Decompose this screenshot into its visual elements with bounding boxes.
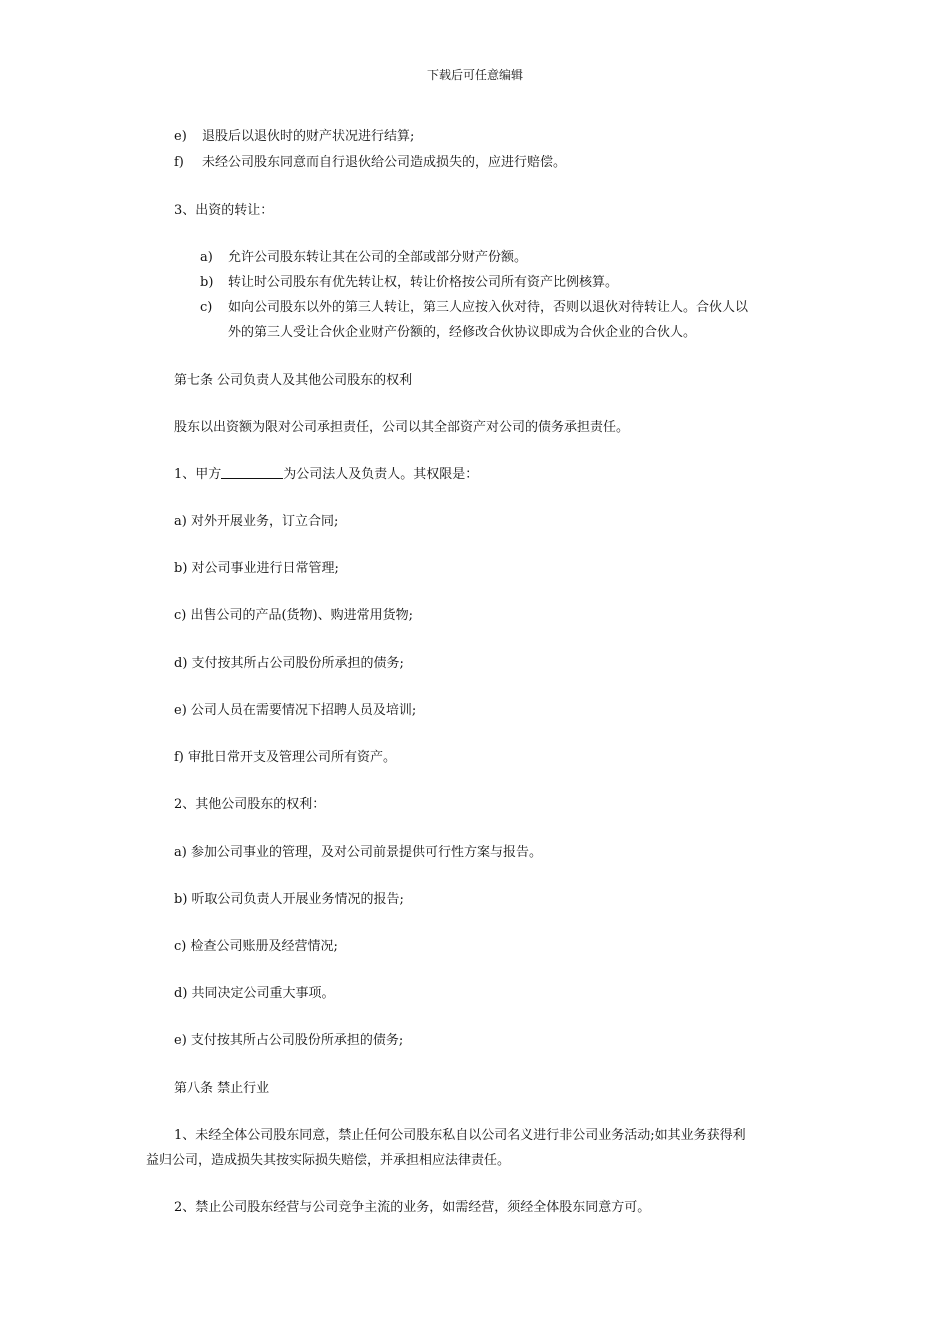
power-item-a: a) 对外开展业务，订立合同; <box>174 514 339 529</box>
list-marker: b) <box>200 275 214 290</box>
list-marker: e) <box>174 129 187 144</box>
power-item-f: f) 审批日常开支及管理公司所有资产。 <box>174 750 397 765</box>
transfer-item-c-continued: 外的第三人受让合伙企业财产份额的，经修改合伙协议即成为合伙企业的合伙人。 <box>228 325 697 340</box>
party-a-prefix: 1、甲方 <box>174 467 222 482</box>
section-capital-transfer: 3、出资的转让： <box>174 203 274 218</box>
party-a-paragraph <box>174 466 478 484</box>
power-item-b: b) 对公司事业进行日常管理; <box>174 561 339 576</box>
clause-e-settlement <box>174 128 414 146</box>
article-8-heading: 第八条 禁止行业 <box>174 1081 270 1096</box>
right-item-e: e) 支付按其所占公司股份所承担的债务; <box>174 1033 404 1048</box>
list-marker: f) <box>174 155 184 170</box>
prohibition-1-line-2: 益归公司，造成损失其按实际损失赔偿，并承担相应法律责任。 <box>146 1153 511 1168</box>
right-item-a: a) 参加公司事业的管理，及对公司前景提供可行性方案与报告。 <box>174 845 542 860</box>
power-item-c: c) 出售公司的产品(货物)、购进常用货物; <box>174 608 414 623</box>
party-a-suffix: 为公司法人及负责人。其权限是： <box>283 467 479 482</box>
list-item-text: 允许公司股东转让其在公司的全部或部分财产份额。 <box>228 250 528 265</box>
list-item-text: 退股后以退伙时的财产状况进行结算; <box>202 129 415 144</box>
transfer-item-b <box>200 274 618 292</box>
other-shareholders-heading: 2、其他公司股东的权利： <box>174 797 326 812</box>
power-item-e: e) 公司人员在需要情况下招聘人员及培训; <box>174 703 417 718</box>
fill-in-blank <box>221 466 283 479</box>
right-item-b: b) 听取公司负责人开展业务情况的报告; <box>174 892 404 907</box>
list-item-text: 未经公司股东同意而自行退伙给公司造成损失的，应进行赔偿。 <box>202 155 567 170</box>
page-header: 下载后可任意编辑 <box>426 68 523 82</box>
liability-paragraph: 股东以出资额为限对公司承担责任，公司以其全部资产对公司的债务承担责任。 <box>174 420 630 435</box>
prohibition-2: 2、禁止公司股东经营与公司竞争主流的业务，如需经营，须经全体股东同意方可。 <box>174 1200 651 1215</box>
list-marker: c) <box>200 300 213 315</box>
clause-f-compensation <box>174 154 566 172</box>
right-item-c: c) 检查公司账册及经营情况; <box>174 939 338 954</box>
prohibition-1-line-1: 1、未经全体公司股东同意，禁止任何公司股东私自以公司名义进行非公司业务活动;如其业务获得利 <box>174 1128 746 1143</box>
right-item-d: d) 共同决定公司重大事项。 <box>174 986 335 1001</box>
transfer-item-a <box>200 249 527 267</box>
article-7-heading: 第七条 公司负责人及其他公司股东的权利 <box>174 373 413 388</box>
list-item-text: 如向公司股东以外的第三人转让，第三人应按入伙对待，否则以退伙对待转让人。合伙人以 <box>228 300 749 315</box>
transfer-item-c <box>200 299 748 317</box>
power-item-d: d) 支付按其所占公司股份所承担的债务; <box>174 656 404 671</box>
list-marker: a) <box>200 250 213 265</box>
list-item-text: 转让时公司股东有优先转让权，转让价格按公司所有资产比例核算。 <box>228 275 619 290</box>
